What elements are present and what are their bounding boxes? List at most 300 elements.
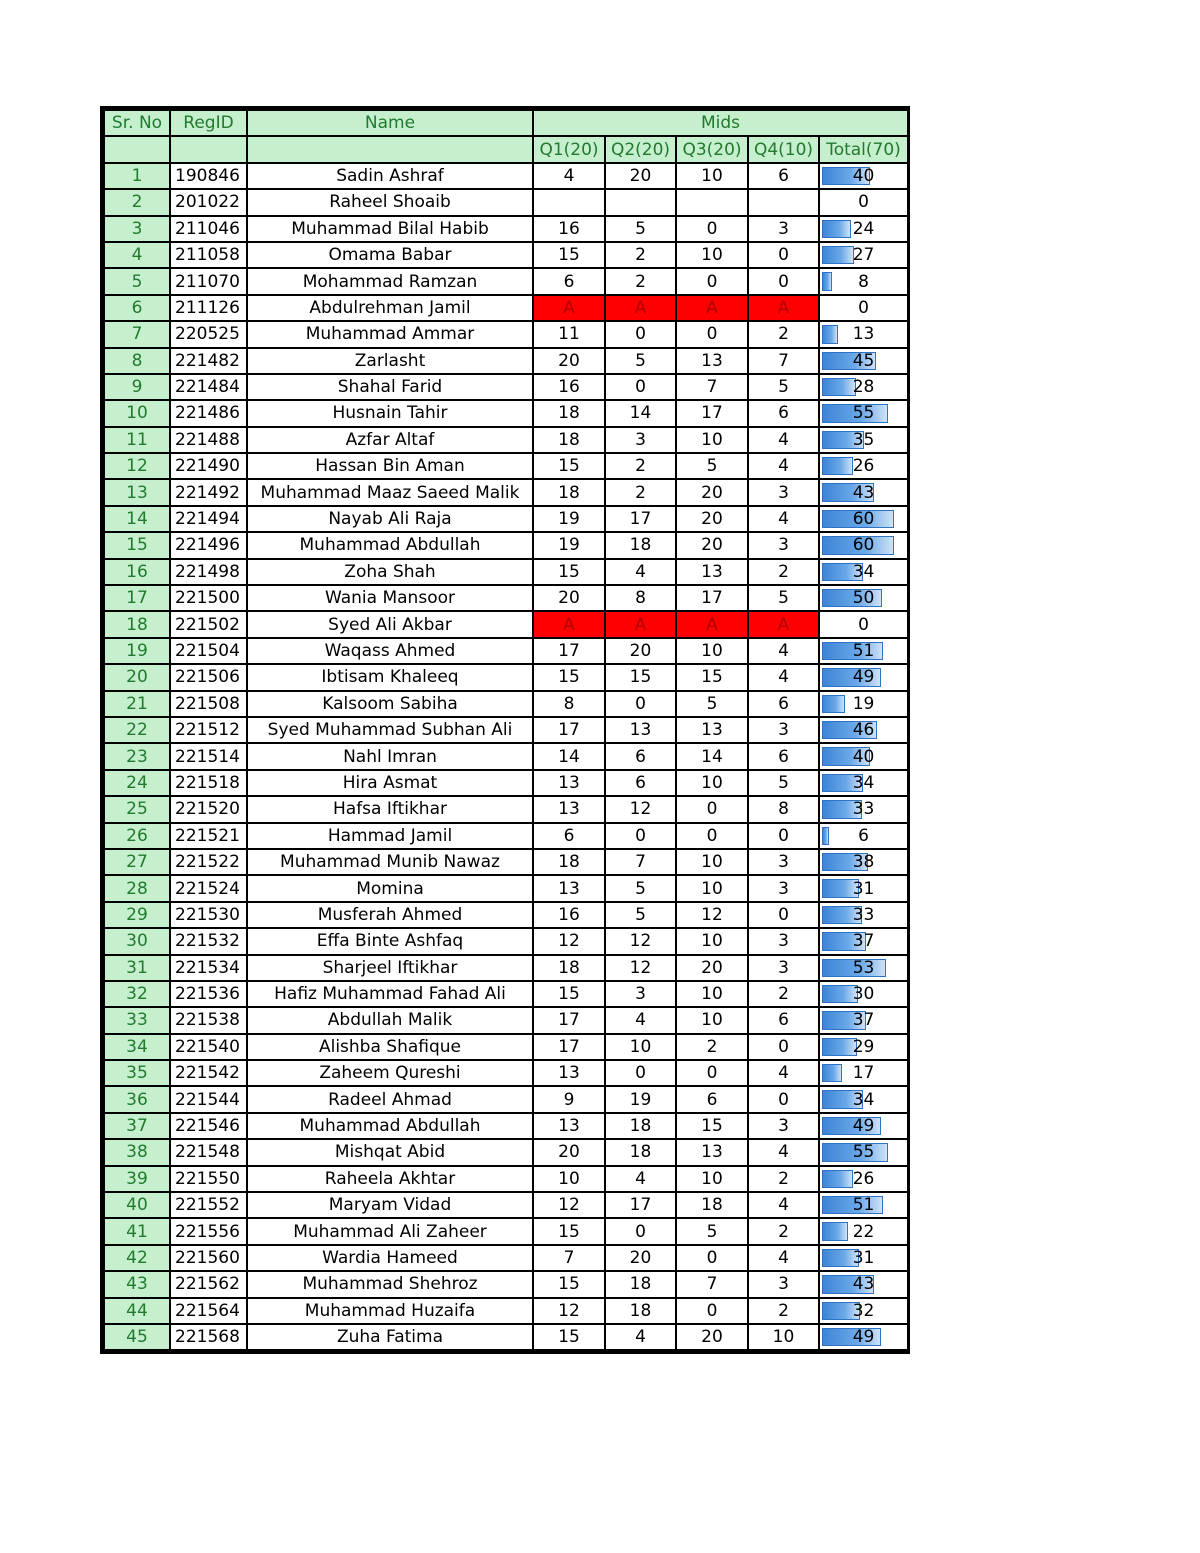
q2-cell: 0 — [605, 691, 676, 717]
total-value: 34 — [852, 772, 875, 793]
total-cell — [819, 875, 908, 901]
name-cell: Hassan Bin Aman — [247, 453, 533, 479]
total-data-bar — [822, 457, 853, 475]
name-cell: Syed Muhammad Subhan Ali — [247, 717, 533, 743]
q2-cell: 2 — [605, 453, 676, 479]
q1-cell: 15 — [533, 1271, 605, 1297]
regid-cell: 221556 — [170, 1218, 247, 1244]
total-value: 33 — [852, 904, 875, 925]
table-row — [104, 268, 908, 294]
q4-cell: 4 — [748, 453, 819, 479]
q4-cell: 4 — [748, 1245, 819, 1271]
sr-cell: 18 — [104, 611, 170, 637]
q3-cell: 7 — [676, 374, 748, 400]
subheader-blank-reg — [170, 136, 247, 162]
q4-cell: 4 — [748, 1139, 819, 1165]
q4-cell: 0 — [748, 902, 819, 928]
total-cell — [819, 717, 908, 743]
q3-cell: 10 — [676, 770, 748, 796]
q3-cell: 15 — [676, 664, 748, 690]
table-row — [104, 823, 908, 849]
q3-cell: 0 — [676, 268, 748, 294]
q1-cell: 13 — [533, 875, 605, 901]
q2-cell: 12 — [605, 928, 676, 954]
q1-cell: 15 — [533, 1324, 605, 1350]
q1-cell: 13 — [533, 770, 605, 796]
table-row — [104, 1298, 908, 1324]
q3-cell: 13 — [676, 348, 748, 374]
table-row — [104, 1086, 908, 1112]
q3-cell: 20 — [676, 532, 748, 558]
q3-cell: 0 — [676, 321, 748, 347]
q2-cell: 18 — [605, 532, 676, 558]
q3-cell: 0 — [676, 1060, 748, 1086]
total-cell — [819, 1086, 908, 1112]
q1-cell: 8 — [533, 691, 605, 717]
total-value: 32 — [852, 1300, 875, 1321]
q2-cell: 13 — [605, 717, 676, 743]
name-cell: Muhammad Munib Nawaz — [247, 849, 533, 875]
q4-cell: 8 — [748, 796, 819, 822]
total-cell — [819, 1113, 908, 1139]
total-value: 29 — [852, 1036, 875, 1057]
q4-cell: 3 — [748, 479, 819, 505]
sr-cell: 21 — [104, 691, 170, 717]
q1-cell: 18 — [533, 427, 605, 453]
q4-cell: 3 — [748, 717, 819, 743]
total-value: 55 — [852, 1142, 875, 1163]
q3-cell: 7 — [676, 1271, 748, 1297]
q1-cell: 15 — [533, 453, 605, 479]
q1-cell: 19 — [533, 532, 605, 558]
q3-cell: 20 — [676, 506, 748, 532]
name-cell: Abdullah Malik — [247, 1007, 533, 1033]
sr-cell: 8 — [104, 348, 170, 374]
sr-cell: 41 — [104, 1218, 170, 1244]
q1-cell: 17 — [533, 1034, 605, 1060]
table-row — [104, 163, 908, 189]
q2-cell: 12 — [605, 796, 676, 822]
total-value: 30 — [852, 984, 875, 1005]
regid-cell: 221552 — [170, 1192, 247, 1218]
regid-cell: 221500 — [170, 585, 247, 611]
q2-cell — [605, 189, 676, 215]
q3-cell: 0 — [676, 796, 748, 822]
q4-cell: 2 — [748, 1218, 819, 1244]
q3-cell: 10 — [676, 928, 748, 954]
table-row — [104, 1060, 908, 1086]
q3-cell: 13 — [676, 717, 748, 743]
total-cell — [819, 400, 908, 426]
total-value: 37 — [852, 1010, 875, 1031]
total-data-bar — [822, 272, 832, 290]
q4-cell: 3 — [748, 955, 819, 981]
total-value: 60 — [852, 509, 875, 530]
sr-cell: 38 — [104, 1139, 170, 1165]
q3-cell: 17 — [676, 585, 748, 611]
total-value: 35 — [852, 429, 875, 450]
table-row — [104, 981, 908, 1007]
total-cell — [819, 1271, 908, 1297]
total-cell — [819, 479, 908, 505]
q3-cell: 10 — [676, 1007, 748, 1033]
total-cell — [819, 1324, 908, 1350]
total-cell — [819, 1298, 908, 1324]
q3-cell: 12 — [676, 902, 748, 928]
regid-cell: 221506 — [170, 664, 247, 690]
table-row — [104, 242, 908, 268]
q4-cell: 2 — [748, 1298, 819, 1324]
q1-cell: 19 — [533, 506, 605, 532]
q1-cell: 4 — [533, 163, 605, 189]
name-cell: Alishba Shafique — [247, 1034, 533, 1060]
sr-cell: 43 — [104, 1271, 170, 1297]
total-cell — [819, 295, 908, 321]
q4-cell: 4 — [748, 664, 819, 690]
total-cell — [819, 453, 908, 479]
q3-cell: 10 — [676, 427, 748, 453]
q1-cell: 20 — [533, 348, 605, 374]
q4-cell: 6 — [748, 400, 819, 426]
sr-cell: 17 — [104, 585, 170, 611]
regid-cell: 221530 — [170, 902, 247, 928]
total-data-bar — [822, 1170, 853, 1188]
regid-cell: 221508 — [170, 691, 247, 717]
total-value: 31 — [852, 878, 875, 899]
total-value: 51 — [852, 641, 875, 661]
q1-cell: 17 — [533, 1007, 605, 1033]
regid-cell: 221482 — [170, 348, 247, 374]
name-cell: Syed Ali Akbar — [247, 611, 533, 637]
regid-cell: 221562 — [170, 1271, 247, 1297]
table-row — [104, 1113, 908, 1139]
total-value: 37 — [852, 931, 875, 952]
total-cell — [819, 1139, 908, 1165]
table-row — [104, 559, 908, 585]
total-cell — [819, 849, 908, 875]
q4-cell: 4 — [748, 1060, 819, 1086]
table-row — [104, 374, 908, 400]
name-cell: Hira Asmat — [247, 770, 533, 796]
q3-cell: 13 — [676, 559, 748, 585]
q4-cell — [748, 189, 819, 215]
sr-cell: 32 — [104, 981, 170, 1007]
results-table — [103, 109, 909, 1351]
total-value: 22 — [852, 1221, 875, 1242]
q4-cell: 0 — [748, 823, 819, 849]
name-cell: Raheel Shoaib — [247, 189, 533, 215]
q2-cell: A — [605, 611, 676, 637]
sr-cell: 13 — [104, 479, 170, 505]
total-cell — [819, 216, 908, 242]
sr-cell: 29 — [104, 902, 170, 928]
total-data-bar — [822, 220, 851, 238]
total-value: 46 — [852, 720, 875, 741]
total-value: 8 — [858, 271, 869, 292]
total-value: 0 — [858, 614, 869, 635]
table-row — [104, 928, 908, 954]
total-value: 60 — [852, 535, 875, 556]
total-cell — [819, 1218, 908, 1244]
name-cell: Hafiz Muhammad Fahad Ali — [247, 981, 533, 1007]
header-q2: Q2(20) — [605, 136, 676, 162]
table-row — [104, 611, 908, 637]
table-row — [104, 1139, 908, 1165]
regid-cell: 221564 — [170, 1298, 247, 1324]
q1-cell: 6 — [533, 823, 605, 849]
q3-cell: 10 — [676, 163, 748, 189]
regid-cell: 221560 — [170, 1245, 247, 1271]
q4-cell: 2 — [748, 321, 819, 347]
table-row — [104, 1271, 908, 1297]
sr-cell: 5 — [104, 268, 170, 294]
name-cell: Wania Mansoor — [247, 585, 533, 611]
q4-cell: 6 — [748, 163, 819, 189]
total-cell — [819, 955, 908, 981]
q1-cell: 13 — [533, 796, 605, 822]
total-value: 24 — [852, 218, 875, 239]
total-value: 49 — [852, 667, 875, 688]
q1-cell: 15 — [533, 664, 605, 690]
q3-cell: 20 — [676, 479, 748, 505]
name-cell: Muhammad Ammar — [247, 321, 533, 347]
total-value: 19 — [852, 693, 875, 714]
total-cell — [819, 796, 908, 822]
total-cell — [819, 1245, 908, 1271]
q4-cell: 4 — [748, 427, 819, 453]
table-row — [104, 216, 908, 242]
sr-cell: 45 — [104, 1324, 170, 1350]
total-cell — [819, 427, 908, 453]
name-cell: Hafsa Iftikhar — [247, 796, 533, 822]
regid-cell: 221492 — [170, 479, 247, 505]
total-data-bar — [822, 246, 854, 264]
q2-cell: 18 — [605, 1298, 676, 1324]
sr-cell: 3 — [104, 216, 170, 242]
q3-cell: 10 — [676, 638, 748, 664]
q2-cell: 6 — [605, 770, 676, 796]
total-cell — [819, 1192, 908, 1218]
name-cell: Muhammad Shehroz — [247, 1271, 533, 1297]
total-value: 34 — [852, 561, 875, 582]
total-cell — [819, 928, 908, 954]
q2-cell: 5 — [605, 902, 676, 928]
q2-cell: 2 — [605, 268, 676, 294]
name-cell: Sadin Ashraf — [247, 163, 533, 189]
q4-cell: 6 — [748, 743, 819, 769]
q4-cell: 3 — [748, 928, 819, 954]
total-data-bar — [822, 1222, 848, 1240]
q1-cell: 16 — [533, 216, 605, 242]
regid-cell: 221494 — [170, 506, 247, 532]
header-mids: Mids — [533, 110, 908, 136]
total-cell — [819, 770, 908, 796]
table-row — [104, 638, 908, 664]
regid-cell: 221484 — [170, 374, 247, 400]
q3-cell: 0 — [676, 1298, 748, 1324]
sr-cell: 24 — [104, 770, 170, 796]
total-value: 55 — [852, 403, 875, 424]
table-row — [104, 1007, 908, 1033]
name-cell: Muhammad Maaz Saeed Malik — [247, 479, 533, 505]
sr-cell: 28 — [104, 875, 170, 901]
q4-cell: 3 — [748, 1113, 819, 1139]
q1-cell: 15 — [533, 1218, 605, 1244]
total-value: 0 — [858, 297, 869, 318]
sr-cell: 12 — [104, 453, 170, 479]
name-cell: Radeel Ahmad — [247, 1086, 533, 1112]
regid-cell: 221536 — [170, 981, 247, 1007]
total-cell — [819, 1034, 908, 1060]
sr-cell: 10 — [104, 400, 170, 426]
total-value: 33 — [852, 799, 875, 820]
sr-cell: 4 — [104, 242, 170, 268]
total-cell — [819, 1007, 908, 1033]
name-cell: Momina — [247, 875, 533, 901]
q2-cell: 18 — [605, 1113, 676, 1139]
q3-cell: 0 — [676, 216, 748, 242]
regid-cell: 221540 — [170, 1034, 247, 1060]
table-row — [104, 770, 908, 796]
total-value: 27 — [852, 245, 875, 266]
table-row — [104, 1166, 908, 1192]
sr-cell: 9 — [104, 374, 170, 400]
q1-cell: 6 — [533, 268, 605, 294]
q2-cell: 4 — [605, 1007, 676, 1033]
regid-cell: 221520 — [170, 796, 247, 822]
regid-cell: 221504 — [170, 638, 247, 664]
q3-cell: 6 — [676, 1086, 748, 1112]
q2-cell: 15 — [605, 664, 676, 690]
q3-cell: 14 — [676, 743, 748, 769]
sr-cell: 16 — [104, 559, 170, 585]
total-cell — [819, 1060, 908, 1086]
sr-cell: 37 — [104, 1113, 170, 1139]
total-value: 26 — [852, 456, 875, 477]
q3-cell: 2 — [676, 1034, 748, 1060]
regid-cell: 211126 — [170, 295, 247, 321]
table-row — [104, 295, 908, 321]
results-sheet — [100, 106, 910, 1354]
q2-cell: 17 — [605, 506, 676, 532]
regid-cell: 221514 — [170, 743, 247, 769]
regid-cell: 211058 — [170, 242, 247, 268]
name-cell: Nayab Ali Raja — [247, 506, 533, 532]
table-row — [104, 400, 908, 426]
name-cell: Raheela Akhtar — [247, 1166, 533, 1192]
q3-cell: 10 — [676, 981, 748, 1007]
total-cell — [819, 163, 908, 189]
q1-cell: 11 — [533, 321, 605, 347]
total-data-bar — [822, 325, 838, 343]
q2-cell: 0 — [605, 321, 676, 347]
q4-cell: 6 — [748, 1007, 819, 1033]
table-row — [104, 532, 908, 558]
q2-cell: 3 — [605, 981, 676, 1007]
total-cell — [819, 506, 908, 532]
header-total: Total(70) — [819, 136, 908, 162]
table-row — [104, 902, 908, 928]
total-cell — [819, 348, 908, 374]
total-cell — [819, 638, 908, 664]
q4-cell: 7 — [748, 348, 819, 374]
q4-cell: 2 — [748, 559, 819, 585]
sr-cell: 26 — [104, 823, 170, 849]
table-row — [104, 1034, 908, 1060]
total-data-bar — [822, 827, 829, 845]
total-value: 17 — [852, 1063, 875, 1084]
sr-cell: 7 — [104, 321, 170, 347]
q3-cell: 15 — [676, 1113, 748, 1139]
q4-cell: 3 — [748, 216, 819, 242]
regid-cell: 221524 — [170, 875, 247, 901]
name-cell: Effa Binte Ashfaq — [247, 928, 533, 954]
q1-cell: 15 — [533, 242, 605, 268]
regid-cell: 211070 — [170, 268, 247, 294]
q4-cell: 5 — [748, 770, 819, 796]
regid-cell: 201022 — [170, 189, 247, 215]
q4-cell: A — [748, 295, 819, 321]
total-value: 49 — [852, 1327, 875, 1348]
q4-cell: 0 — [748, 242, 819, 268]
table-row — [104, 1192, 908, 1218]
name-cell: Mishqat Abid — [247, 1139, 533, 1165]
q3-cell: 17 — [676, 400, 748, 426]
name-cell: Ibtisam Khaleeq — [247, 664, 533, 690]
q2-cell: 20 — [605, 1245, 676, 1271]
q3-cell: 18 — [676, 1192, 748, 1218]
q4-cell: 6 — [748, 691, 819, 717]
q1-cell — [533, 189, 605, 215]
name-cell: Shahal Farid — [247, 374, 533, 400]
q2-cell: 2 — [605, 242, 676, 268]
q4-cell: 4 — [748, 1192, 819, 1218]
sr-cell: 42 — [104, 1245, 170, 1271]
q4-cell: A — [748, 611, 819, 637]
total-value: 53 — [852, 957, 875, 978]
subheader-row — [104, 136, 908, 162]
q1-cell: 17 — [533, 638, 605, 664]
q1-cell: 9 — [533, 1086, 605, 1112]
q2-cell: 10 — [605, 1034, 676, 1060]
q3-cell: 10 — [676, 242, 748, 268]
regid-cell: 221486 — [170, 400, 247, 426]
q2-cell: 6 — [605, 743, 676, 769]
table-row — [104, 717, 908, 743]
total-cell — [819, 902, 908, 928]
name-cell: Nahl Imran — [247, 743, 533, 769]
sr-cell: 33 — [104, 1007, 170, 1033]
regid-cell: 221502 — [170, 611, 247, 637]
total-cell — [819, 268, 908, 294]
total-value: 13 — [852, 324, 875, 345]
total-value: 50 — [852, 588, 875, 609]
sr-cell: 11 — [104, 427, 170, 453]
sr-cell: 14 — [104, 506, 170, 532]
name-cell: Hammad Jamil — [247, 823, 533, 849]
q4-cell: 3 — [748, 875, 819, 901]
q4-cell: 0 — [748, 268, 819, 294]
q4-cell: 10 — [748, 1324, 819, 1350]
total-cell — [819, 585, 908, 611]
regid-cell: 221518 — [170, 770, 247, 796]
total-value: 26 — [852, 1168, 875, 1189]
q4-cell: 0 — [748, 1086, 819, 1112]
sr-cell: 25 — [104, 796, 170, 822]
q3-cell: 10 — [676, 849, 748, 875]
q2-cell: 0 — [605, 1060, 676, 1086]
table-body — [104, 110, 908, 1350]
